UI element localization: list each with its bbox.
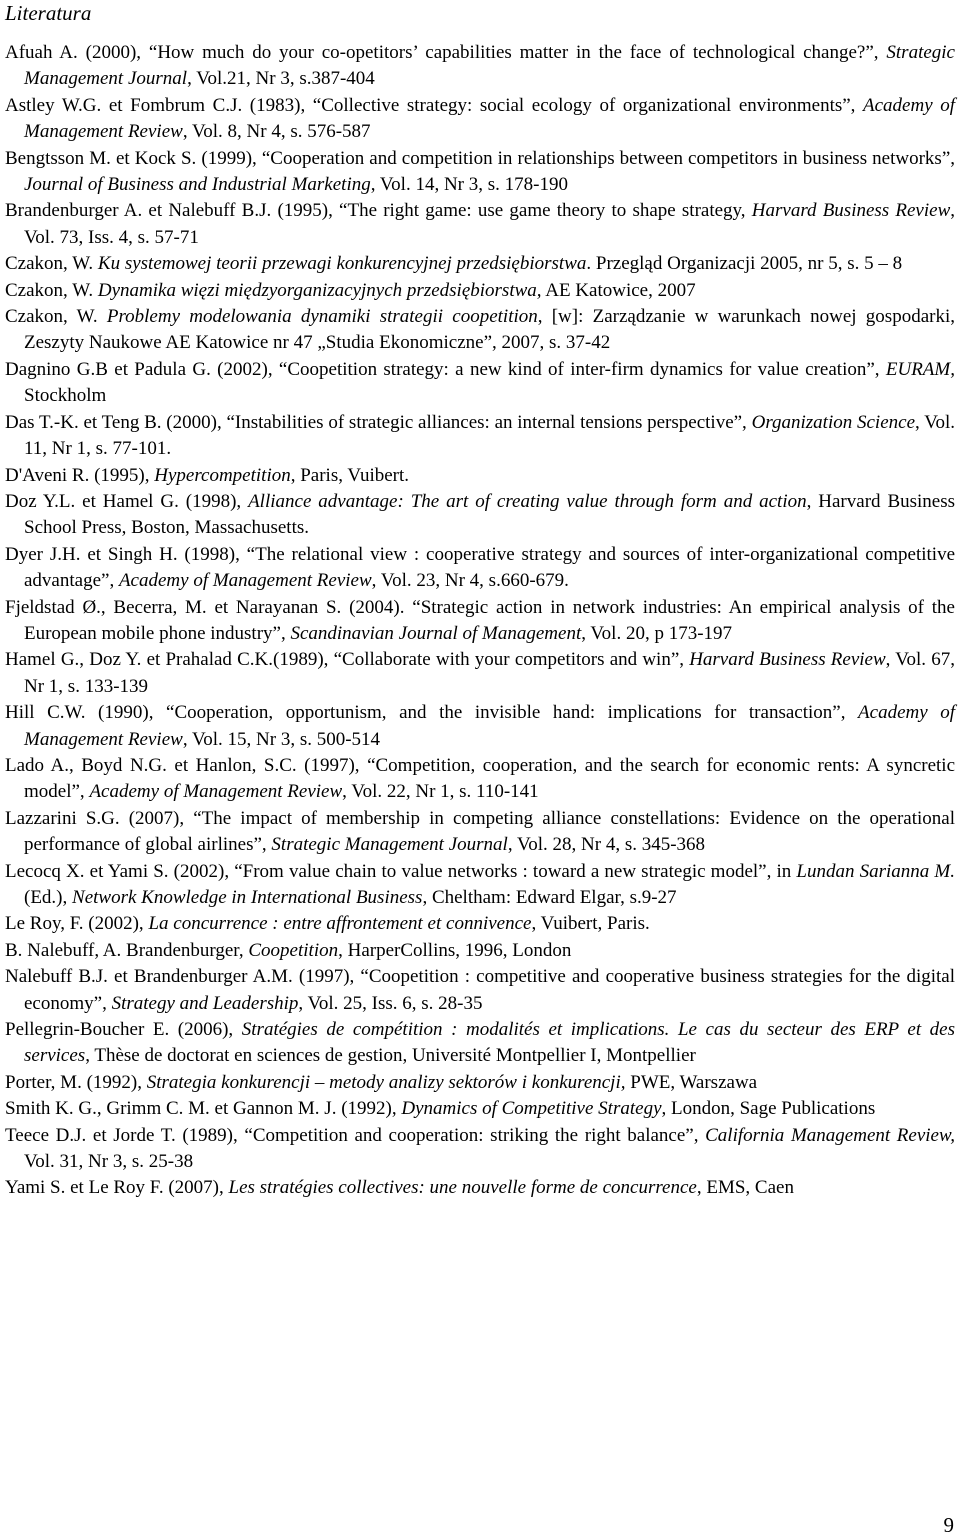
reference-text-segment: , Cheltham: Edward Elgar, s.9-27 [422,887,677,908]
reference-entry [5,647,955,700]
reference-italic-segment: Journal of Business and Industrial Marketing [24,174,371,196]
reference-text-segment: Porter, M. (1992), [5,1071,147,1093]
reference-text-segment: Vol. 31, Nr 3, s. 25-38 [24,1151,194,1173]
reference-text-segment: Hill C.W. (1990), “Cooperation, opportunism, and the invisible hand: implications for transaction”, [5,702,859,724]
reference-text-segment: Nalebuff B.J. et Brandenburger A.M. (1997), “Coopetition : competitive and cooperative business strategies for the digital economy”, [5,966,955,1014]
reference-entry [5,1175,955,1201]
reference-italic-segment: Academy of Management Review [24,702,956,750]
reference-text-segment: Lecocq X. et Yami S. (2002), “From value chain to value networks : toward a new strategic model”, in [5,860,797,882]
reference-text-segment: AE Katowice, 2007 [541,279,696,301]
reference-text-segment: Lazzarini S.G. (2007), “The impact of membership in competing alliance constellations: Evidence on the operational performance of global airlines”, [5,807,955,856]
reference-italic-segment: Strategy and Leadership [111,992,299,1014]
reference-entry [5,463,955,489]
reference-italic-segment: Organization Science [751,411,916,433]
reference-italic-segment: Problemy modelowania dynamiki strategii coopetition [106,306,538,328]
reference-text-segment: , [w]: Zarządzanie w warunkach nowej gospodarki, Zeszyty Naukowe AE Katowice nr 47 „Studia Ekonomiczne”, 2007, s. 37-42 [24,306,955,354]
reference-text-segment: Yami S. et Le Roy F. (2007), [5,1177,229,1199]
reference-text-segment: Astley W.G. et Fombrum C.J. (1983), “Collective strategy: social ecology of organizational environments”, [5,94,864,116]
reference-text-segment: Brandenburger A. et Nalebuff B.J. (1995), “The right game: use game theory to shape strategy, [5,200,752,222]
reference-text-segment: Dagnino G.B et Padula G. (2002), “Coopetition strategy: a new kind of inter-firm dynamics for value creation”, [5,358,886,380]
page-heading: Literatura [5,1,92,25]
reference-entry [5,93,955,146]
reference-entry [5,40,955,93]
reference-text-segment: . Przegląd Organizacji 2005, nr 5, s. 5 – 8 [586,253,903,275]
reference-text-segment: , Vuibert, Paris. [531,913,650,935]
reference-entry [5,489,955,542]
reference-entry [5,542,955,595]
reference-entry [5,1096,955,1122]
reference-italic-segment: Scandinavian Journal of Management [290,622,582,644]
reference-text-segment: Afuah A. (2000), “How much do your co-opetitors’ capabilities matter in the face of technological change?”, [5,42,887,63]
reference-italic-segment: EURAM, [885,358,955,380]
reference-text-segment: Doz Y.L. et Hamel G. (1998), [5,490,249,512]
reference-text-segment: Czakon, W. [5,306,107,328]
reference-text-segment: , Vol. 20, p 173-197 [581,622,733,644]
reference-text-segment: , Vol. 8, Nr 4, s. 576-587 [182,121,371,143]
reference-italic-segment: Dynamics of Competitive Strategy [401,1098,662,1120]
reference-text-segment: D'Aveni R. (1995), [5,464,155,486]
reference-italic-segment: Academy of Management Review [89,781,343,803]
reference-text-segment: Pellegrin-Boucher E. (2006), [5,1019,242,1041]
reference-italic-segment: California Management Review, [705,1124,955,1146]
reference-italic-segment: Alliance advantage: The art of creating value through form and action [248,490,807,512]
reference-text-segment: , Vol. 28, Nr 4, s. 345-368 [507,834,706,856]
reference-text-segment: , Vol. 11, Nr 1, s. 77-101. [24,411,955,460]
reference-text-segment: Das T.-K. et Teng B. (2000), “Instabilities of strategic alliances: an internal tensions perspective”, [5,411,752,433]
reference-italic-segment: Strategic Management Journal [271,834,508,856]
reference-italic-segment: Les stratégies collectives: une nouvelle forme de concurrence [228,1177,697,1199]
reference-list [5,40,955,1202]
reference-entry [5,278,955,304]
reference-text-segment: B. Nalebuff, A. Brandenburger, [5,939,249,961]
reference-entry [5,1070,955,1096]
reference-entry [5,410,955,463]
reference-entry [5,859,955,912]
reference-italic-segment: Network Knowledge in International Business [72,887,423,908]
reference-text-segment: , Vol. 14, Nr 3, s. 178-190 [370,174,568,196]
reference-text-segment: , Vol. 67, Nr 1, s. 133-139 [24,649,955,697]
reference-text-segment: , Vol. 23, Nr 4, s.660-679. [371,570,569,592]
reference-entry [5,938,955,964]
reference-text-segment: (Ed.), [24,887,73,908]
reference-italic-segment: Dynamika więzi międzyorganizacyjnych przedsiębiorstwa, [97,279,542,301]
reference-text-segment: Fjeldstad Ø., Becerra, M. et Narayanan S. (2004). “Strategic action in network industries: An empirical analysis of the European mobile phone industry”, [5,596,955,644]
reference-entry [5,146,955,199]
reference-text-segment: Smith K. G., Grimm C. M. et Gannon M. J. (1992), [5,1098,402,1120]
reference-italic-segment: Lundan Sarianna M. [796,860,955,882]
reference-text-segment: , Vol. 15, Nr 3, s. 500-514 [182,728,381,750]
reference-italic-segment: Academy of Management Review [24,94,956,143]
reference-text-segment: Teece D.J. et Jorde T. (1989), “Competition and cooperation: striking the right balance”, [5,1124,706,1146]
reference-entry [5,1123,955,1176]
reference-text-segment: Czakon, W. [5,279,98,301]
reference-italic-segment: Hypercompetition [154,464,291,486]
reference-text-segment: , Vol. 73, Iss. 4, s. 57-71 [24,200,955,248]
reference-text-segment: , Paris, Vuibert. [290,464,410,486]
page-number: 9 [943,1513,954,1537]
reference-entry [5,700,955,753]
reference-italic-segment: Ku systemowej teorii przewagi konkurencyjnej przedsiębiorstwa [97,253,587,275]
reference-italic-segment: Harvard Business Review [751,200,951,222]
reference-italic-segment: Stratégies de compétition : modalités et implications. Le cas du secteur des ERP et des services [24,1019,955,1067]
reference-entry [5,753,955,806]
reference-italic-segment: Strategia konkurencji – metody analizy sektorów i konkurencji, [146,1071,626,1093]
reference-text-segment: PWE, Warszawa [625,1071,758,1093]
reference-text-segment: , Vol. 25, Iss. 6, s. 28-35 [298,992,483,1014]
reference-entry [5,357,955,410]
reference-text-segment: , London, Sage Publications [661,1098,876,1120]
reference-text-segment: Bengtsson M. et Kock S. (1999), “Cooperation and competition in relationships between competitors in business networks”, [5,147,955,169]
reference-entry [5,251,955,277]
reference-entry [5,198,955,251]
reference-text-segment: , Vol.21, Nr 3, s.387-404 [187,68,375,90]
reference-italic-segment: Academy of Management Review [118,570,372,592]
reference-text-segment: , Harvard Business School Press, Boston, Massachusetts. [24,490,956,539]
reference-entry [5,964,955,1017]
reference-text-segment: , HarperCollins, 1996, London [338,939,572,961]
reference-entry [5,1017,955,1070]
reference-italic-segment: Coopetition [248,939,339,961]
reference-entry [5,911,955,937]
reference-entry [5,304,955,357]
reference-italic-segment: La concurrence : entre affrontement et connivence [148,913,532,935]
reference-text-segment: Stockholm [24,385,107,407]
reference-entry [5,806,955,859]
reference-text-segment: Hamel G., Doz Y. et Prahalad C.K.(1989), “Collaborate with your competitors and win”, [5,649,690,671]
reference-text-segment: , Vol. 22, Nr 1, s. 110-141 [342,781,539,803]
reference-entry [5,595,955,648]
reference-italic-segment: Strategic Management Journal [24,42,955,90]
reference-italic-segment: Harvard Business Review [689,649,886,671]
reference-text-segment: Lado A., Boyd N.G. et Hanlon, S.C. (1997), “Competition, cooperation, and the search for economic rents: A syncretic model”, [5,754,955,803]
reference-text-segment: Czakon, W. [5,253,98,275]
reference-text-segment: Le Roy, F. (2002), [5,913,149,935]
reference-text-segment: , EMS, Caen [696,1177,794,1199]
reference-text-segment: , Thèse de doctorat en sciences de gestion, Université Montpellier I, Montpellier [85,1045,696,1067]
reference-text-segment: Dyer J.H. et Singh H. (1998), “The relational view : cooperative strategy and sources of inter-organizational competitive advantage”, [5,543,955,592]
